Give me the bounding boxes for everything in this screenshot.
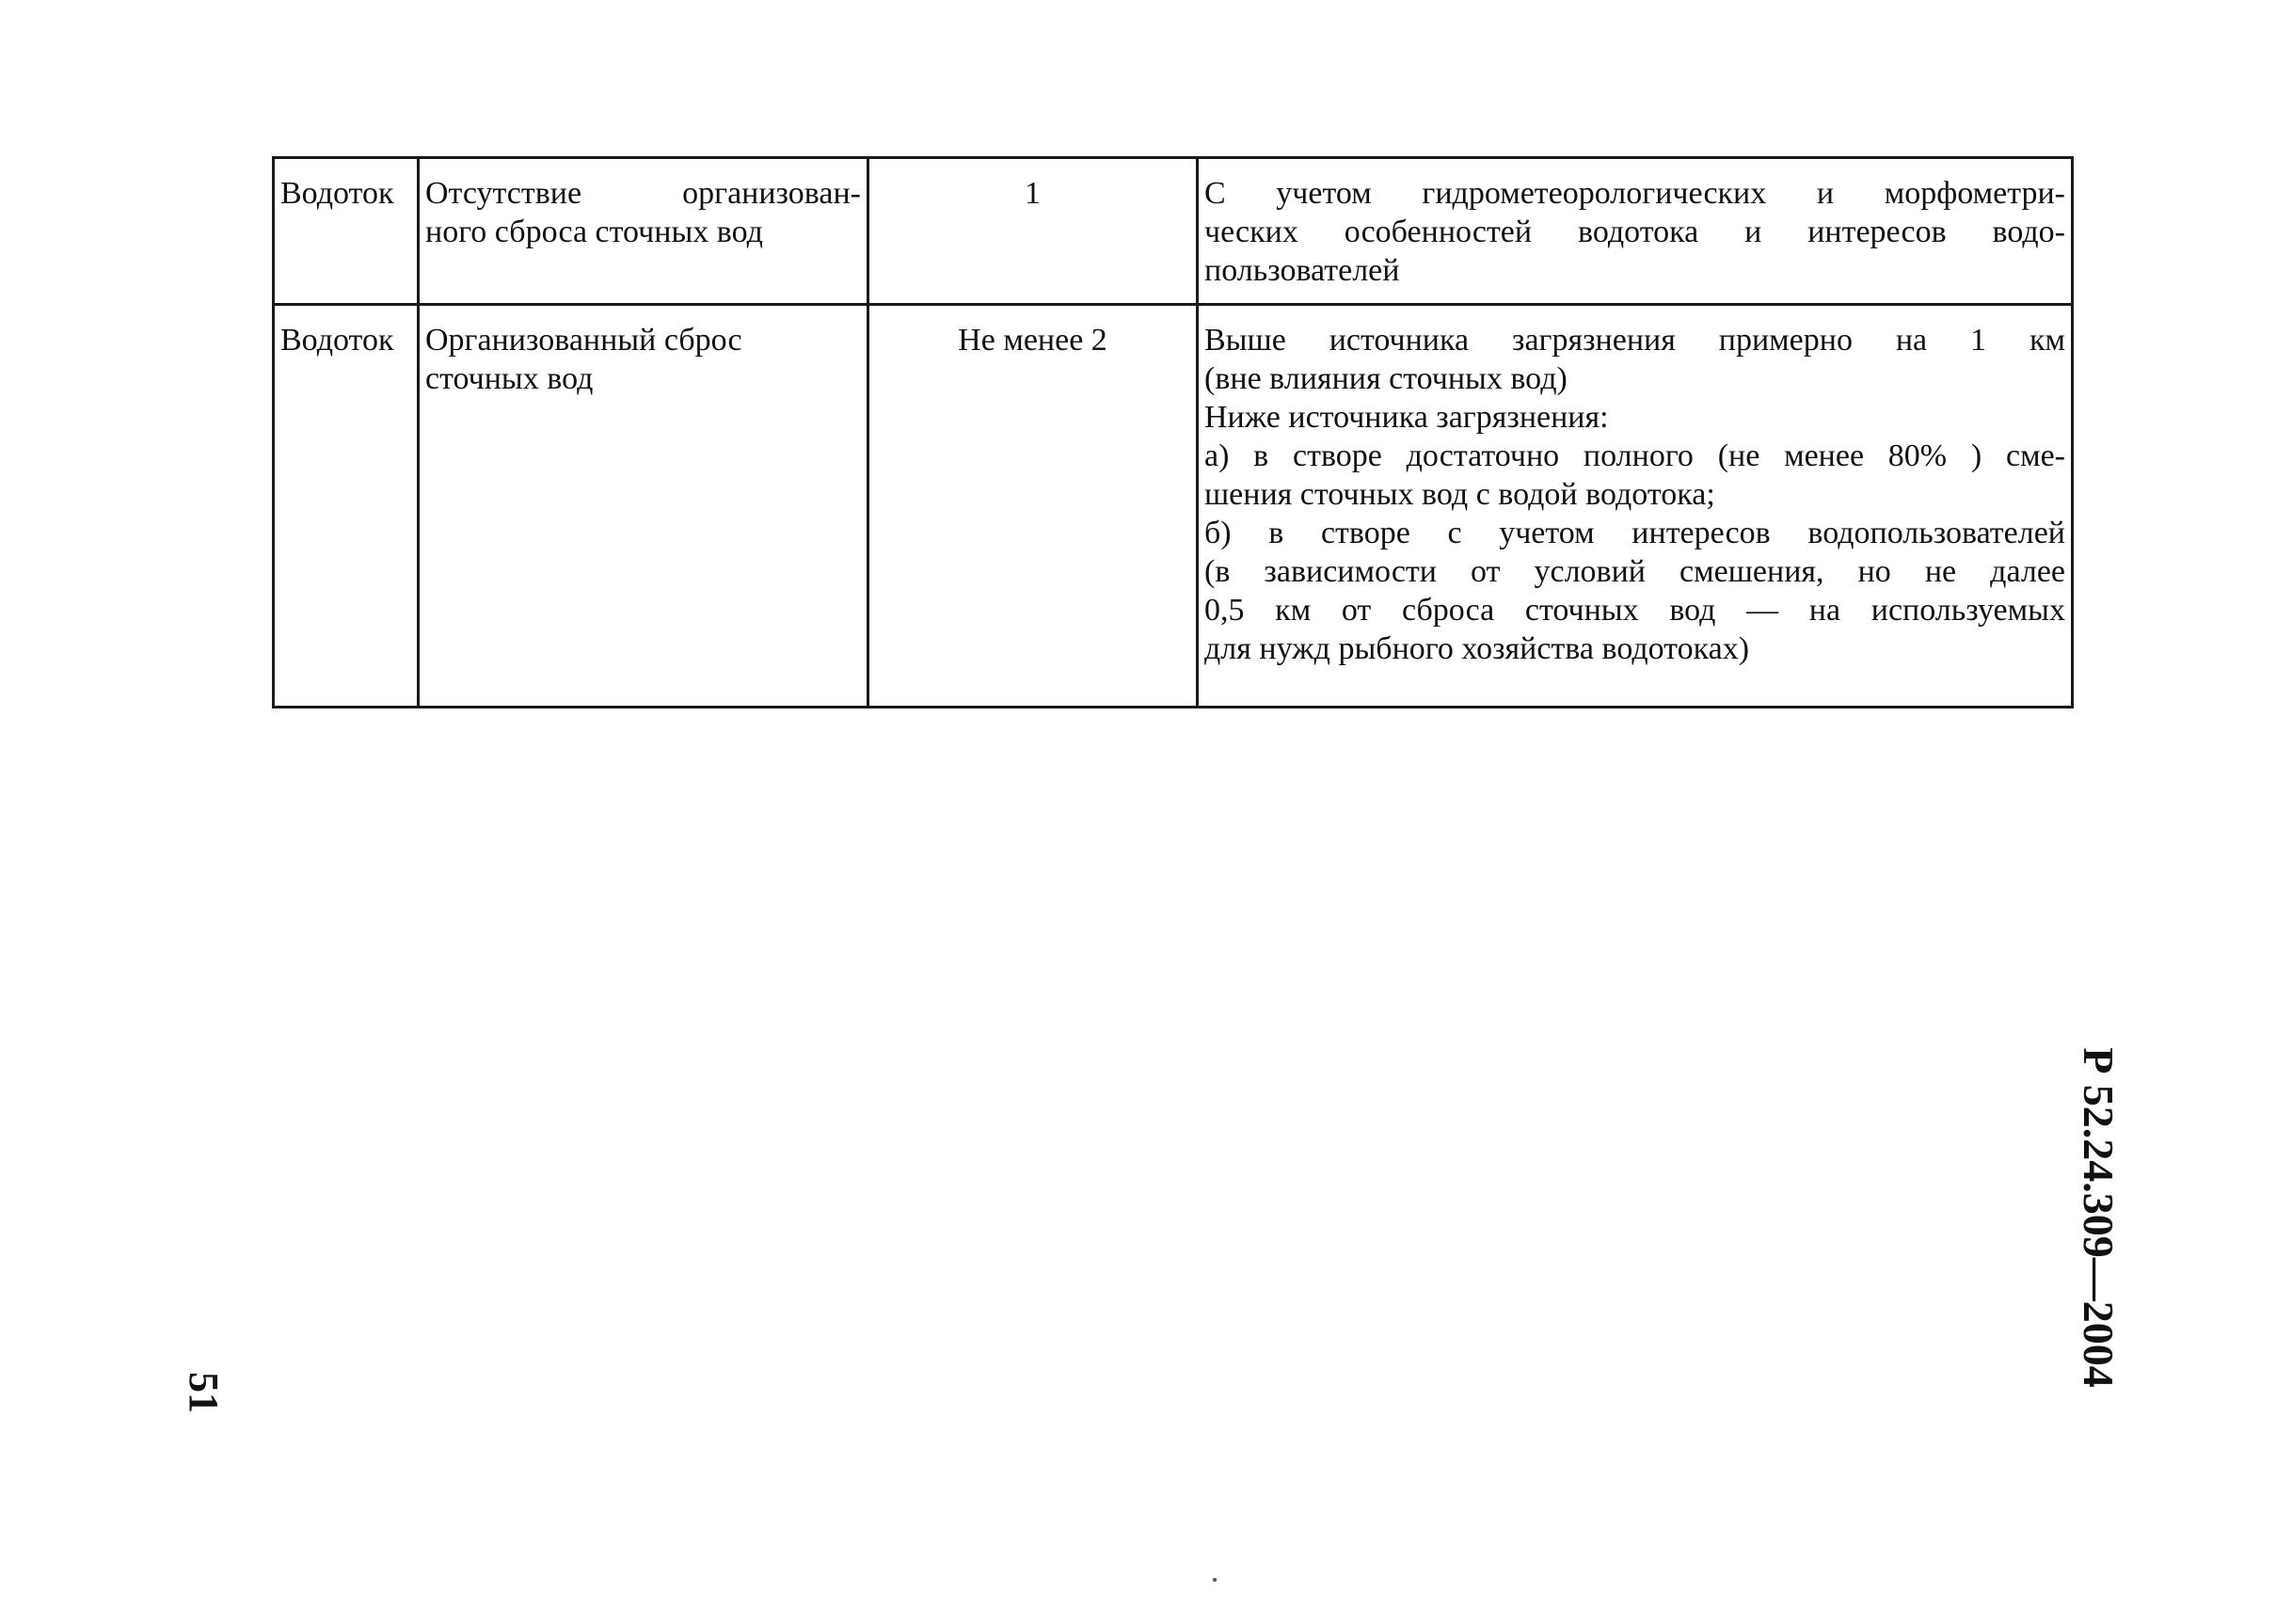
location-line: для нужд рыбного хозяйства водотоках) (1204, 631, 1750, 666)
site-count: Не менее 2 (958, 323, 1107, 358)
location-line: (в зависимости от условий смешения, но не далее (1204, 554, 2065, 589)
condition-line: Отсутствие организован- (425, 176, 861, 211)
table-row (274, 158, 2073, 305)
site-location-cell (1198, 158, 2073, 305)
water-body-type-cell (274, 305, 419, 708)
discharge-condition-cell (419, 305, 868, 708)
monitoring-sites-table (272, 156, 2074, 709)
location-line: С учетом гидрометеорологических и морфометри- (1204, 176, 2065, 211)
water-body-type: Водоток (280, 176, 394, 211)
document-code: Р 52.24.309—2004 (2075, 1047, 2123, 1388)
site-count-cell (868, 305, 1198, 708)
location-line: Ниже источника загрязнения: (1204, 400, 1609, 435)
water-body-type-cell (274, 158, 419, 305)
page-number: 51 (181, 1372, 227, 1413)
condition-line: сточных вод (425, 361, 594, 396)
location-line: шения сточных вод с водой водотока; (1204, 477, 1715, 512)
condition-line: Организованный сброс (425, 323, 742, 358)
location-line: 0,5 км от сброса сточных вод — на используемых (1204, 593, 2065, 628)
site-count: 1 (1025, 176, 1041, 211)
discharge-condition-cell (419, 158, 868, 305)
location-line: Выше источника загрязнения примерно на 1 км (1204, 323, 2065, 358)
location-line: а) в створе достаточно полного (не менее 80% ) сме- (1204, 438, 2065, 473)
water-body-type: Водоток (280, 323, 394, 358)
location-line: ческих особенностей водотока и интересов водо- (1204, 215, 2065, 249)
location-line: б) в створе с учетом интересов водопользователей (1204, 516, 2065, 550)
location-line: пользователей (1204, 253, 1400, 288)
table-row (274, 305, 2073, 708)
site-count-cell (868, 158, 1198, 305)
site-location-cell (1198, 305, 2073, 708)
condition-line: ного сброса сточных вод (425, 215, 763, 249)
scan-speck (1213, 1578, 1217, 1582)
location-line: (вне влияния сточных вод) (1204, 361, 1568, 396)
